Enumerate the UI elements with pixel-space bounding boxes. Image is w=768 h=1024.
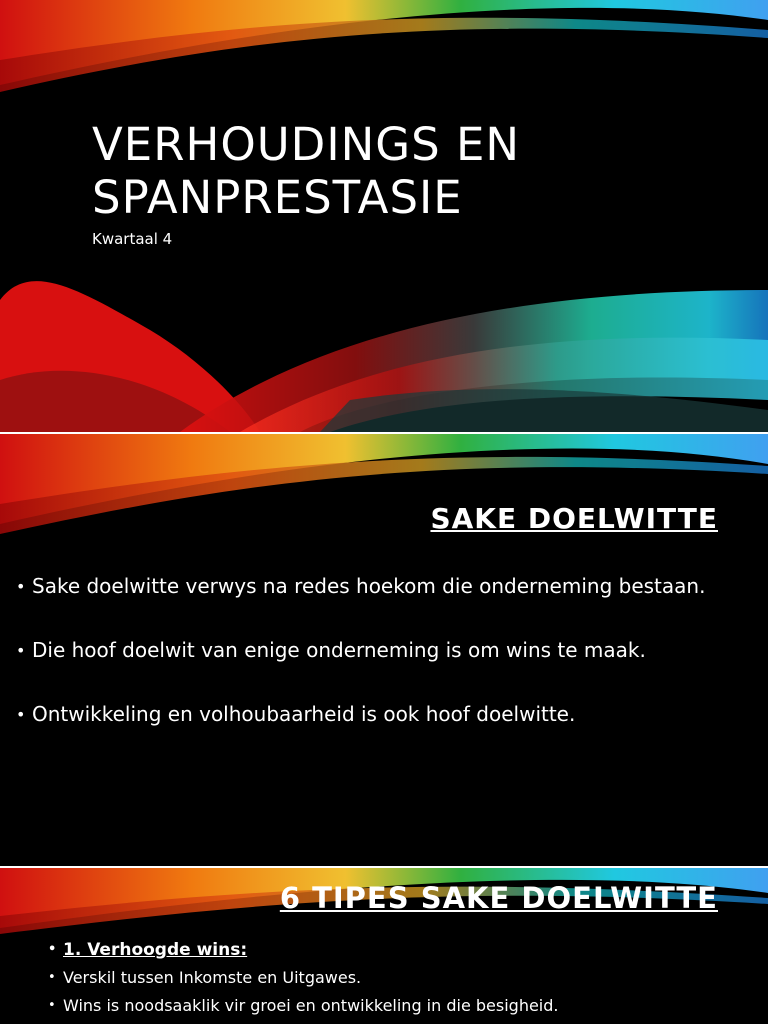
list-item: • Wins is noodsaaklik vir groei en ontwikkeling in die besigheid. [48,996,559,1015]
bullet-dot-icon: • [48,970,56,985]
bullet-list [48,940,748,1024]
content-slide-sake-doelwitte [0,434,768,866]
bullet-dot-icon: • [16,577,26,596]
slide-title [92,118,520,224]
slide-heading: 6 TIPES SAKE DOELWITTE [279,881,718,915]
bullet-dot-icon: • [48,942,57,957]
bullet-dot-icon: • [16,705,26,724]
list-item: • Verskil tussen Inkomste en Uitgawes. [48,968,362,987]
list-item: • Sake doelwitte verwys na redes hoekom die onderneming bestaan. [16,574,706,598]
list-item: • Ontwikkeling en volhoubaarheid is ook hoof doelwitte. [16,702,576,726]
title-slide [0,0,768,432]
list-item: • Die hoof doelwit van enige onderneming is om wins te maak. [16,638,646,662]
content-slide-tipes [0,868,768,1024]
slide-heading: SAKE DOELWITTE [430,502,718,535]
bullet-dot-icon: • [48,998,56,1013]
title-line-2: SPANPRESTASIE [92,171,463,224]
bullet-list [16,574,736,766]
bullet-dot-icon: • [16,641,26,660]
title-line-1: VERHOUDINGS EN [92,118,521,171]
slide-subtitle: Kwartaal 4 [92,230,173,248]
list-item-heading: • 1. Verhoogde wins: [48,940,248,960]
